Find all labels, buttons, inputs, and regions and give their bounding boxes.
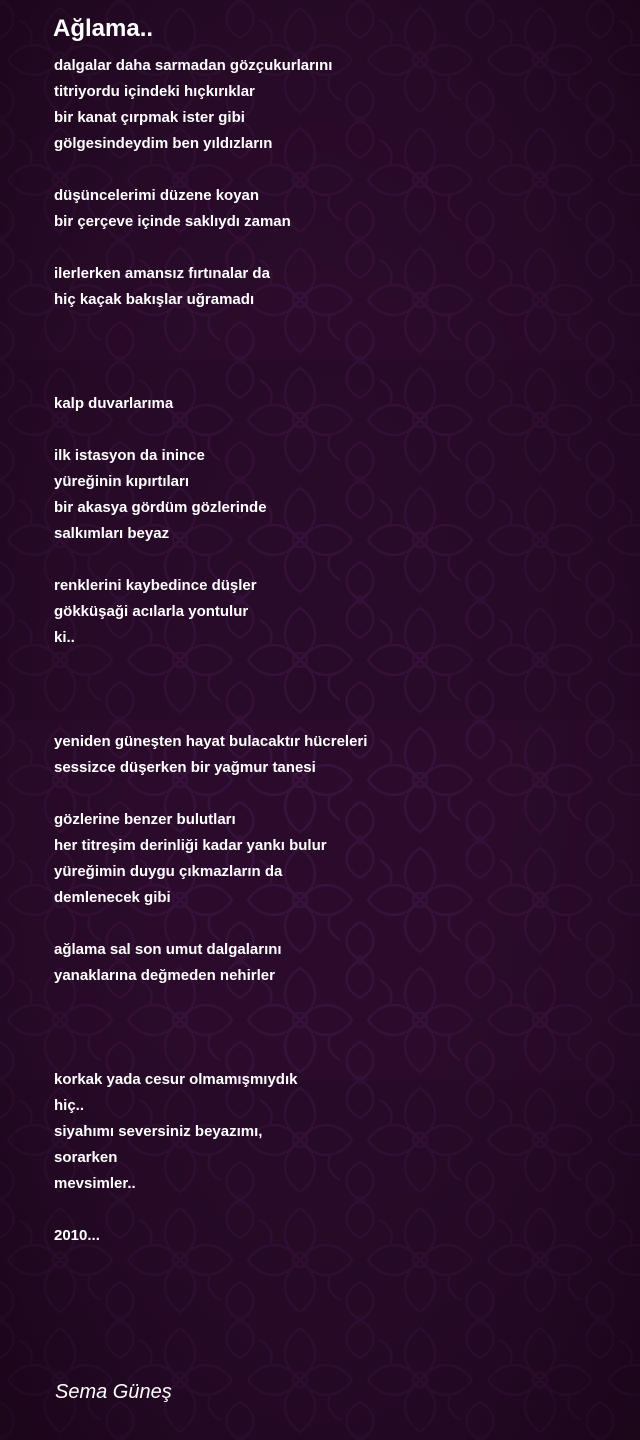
poem-line: yanaklarına değmeden nehirler [54,967,275,984]
poem-line: siyahımı seversiniz beyazımı, [54,1123,263,1140]
poem-line: dalgalar daha sarmadan gözçukurlarını [54,57,333,74]
poem-line: hiç kaçak bakışlar uğramadı [54,291,255,308]
poem-line: 2010... [54,1227,100,1244]
page-break [54,313,614,391]
stanza-gap [54,781,614,807]
stanza-gap [54,911,614,937]
poem-title: Ağlama.. [53,15,154,42]
poem-line: sessizce düşerken bir yağmur tanesi [54,759,316,776]
stanza-gap [54,547,614,573]
poem-line: gölgesindeydim ben yıldızların [54,135,273,152]
poem-line: her titreşim derinliği kadar yankı bulur [54,837,327,854]
stanza-gap [54,417,614,443]
stanza-gap [54,1197,614,1223]
poem-line: titriyordu içindeki hıçkırıklar [54,83,255,100]
stanza-gap [54,235,614,261]
poem-line: sorarken [54,1149,118,1166]
stanza-gap [54,157,614,183]
poem-line: yüreğinin kıpırtıları [54,473,190,490]
poem-line: düşüncelerimi düzene koyan [54,187,260,204]
poem-line: ilk istasyon da inince [54,447,205,464]
poem-author: Sema Güneş [55,1381,172,1403]
poem-line: mevsimler.. [54,1175,136,1192]
page-break [54,651,614,729]
poem-line: ki.. [54,629,75,646]
poem-line: kalp duvarlarıma [54,395,174,412]
poem-line: korkak yada cesur olmamışmıydık [54,1071,298,1088]
poem-line: yüreğimin duygu çıkmazların da [54,863,283,880]
poem-line: gözlerine benzer bulutları [54,811,236,828]
poem-line: ilerlerken amansız fırtınalar da [54,265,270,282]
poem-line: bir kanat çırpmak ister gibi [54,109,245,126]
poem-body [54,53,614,1249]
poem-line: hiç.. [54,1097,85,1114]
poem-line: demlenecek gibi [54,889,171,906]
poem-line: salkımları beyaz [54,525,170,542]
poem-line: bir akasya gördüm gözlerinde [54,499,267,516]
poem-line: renklerini kaybedince düşler [54,577,257,594]
poem-line: ağlama sal son umut dalgalarını [54,941,282,958]
poem-line: yeniden güneşten hayat bulacaktır hücreleri [54,733,368,750]
poem-line: bir çerçeve içinde saklıydı zaman [54,213,291,230]
page-break [54,989,614,1067]
poem-line: gökküşaği acılarla yontulur [54,603,249,620]
